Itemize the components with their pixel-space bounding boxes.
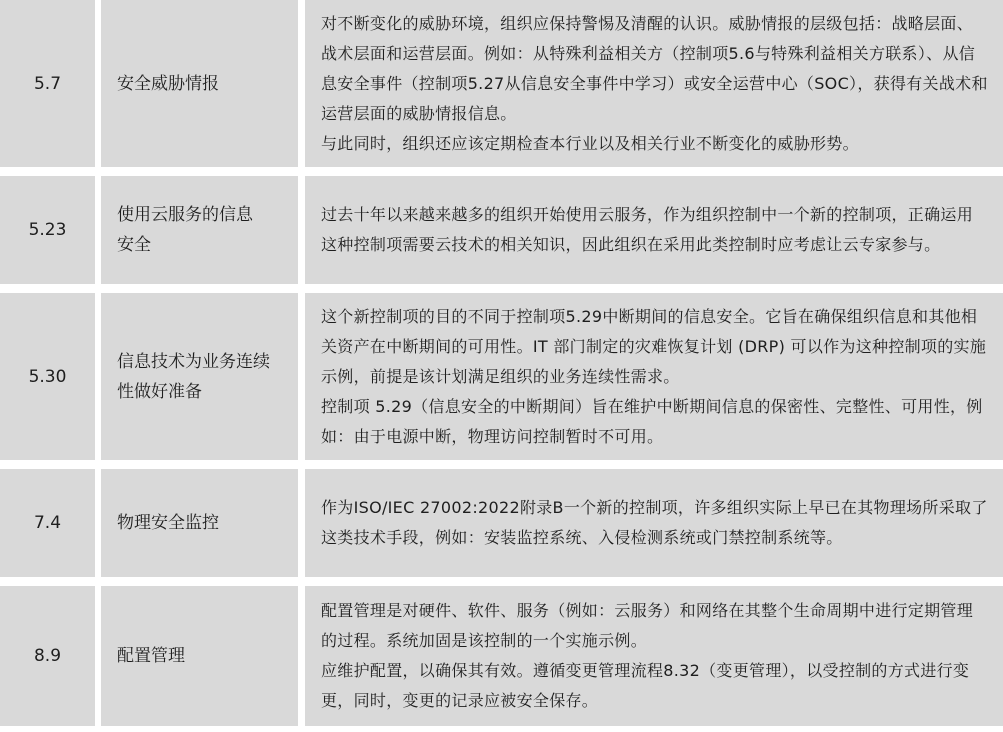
control-name-cell xyxy=(101,293,298,460)
table-row xyxy=(0,586,1003,726)
control-number-cell xyxy=(0,469,95,577)
description-paragraph: 过去十年以来越来越多的组织开始使用云服务，作为组织控制中一个新的控制项，正确运用这种控制项需要云技术的相关知识，因此组织在采用此类控制时应考虑让云专家参与。 xyxy=(321,205,974,254)
control-description xyxy=(321,302,989,452)
control-name-cell xyxy=(101,176,298,284)
control-number-cell xyxy=(0,176,95,284)
control-name: 安全威胁情报 xyxy=(117,73,219,94)
description-paragraph: 控制项 5.29（信息安全的中断期间）旨在维护中断期间信息的保密性、完整性、可用性，例如：由于电源中断，物理访问控制暂时不可用。 xyxy=(321,396,983,446)
control-name-cell xyxy=(101,469,298,577)
table-row xyxy=(0,293,1003,460)
table-row xyxy=(0,469,1003,577)
control-description-cell xyxy=(305,0,1003,167)
control-description-cell xyxy=(305,176,1003,284)
control-number: 5.7 xyxy=(33,73,62,94)
control-name: 物理安全监控 xyxy=(117,513,219,533)
control-name: 使用云服务的信息安全 xyxy=(117,205,253,255)
control-number-cell xyxy=(0,293,95,460)
control-description xyxy=(321,200,989,260)
control-number: 5.23 xyxy=(28,220,67,240)
control-number: 5.30 xyxy=(28,366,67,387)
description-paragraph: 对不断变化的威胁环境，组织应保持警惕及清醒的认识。威胁情报的层级包括：战略层面、战术层面和运营层面。例如：从特殊利益相关方（控制项5.6与特殊利益相关方联系）、从信息安全事件（控制项5.27从信息安全事件中学习）或安全运营中心（SOC），获得有关战术和运营层面的威胁情报信息。 xyxy=(321,13,988,123)
description-paragraph: 与此同时，组织还应该定期检查本行业以及相关行业不断变化的威胁形势。 xyxy=(321,133,859,153)
table-row xyxy=(0,176,1003,284)
control-number-cell xyxy=(0,0,95,167)
control-number: 8.9 xyxy=(33,646,62,666)
description-paragraph: 配置管理是对硬件、软件、服务（例如：云服务）和网络在其整个生命周期中进行定期管理的过程。系统加固是该控制的一个实施示例。 xyxy=(321,601,974,650)
control-number-cell xyxy=(0,586,95,726)
description-paragraph: 这个新控制项的目的不同于控制项5.29中断期间的信息安全。它旨在确保组织信息和其他相关资产在中断期间的可用性。IT 部门制定的灾难恢复计划 (DRP) 可以作为这种控制项的实施示例，前提是该计划满足组织的业务连续性需求。 xyxy=(321,306,987,386)
control-description-cell xyxy=(305,586,1003,726)
table-row xyxy=(0,0,1003,167)
control-description-cell xyxy=(305,469,1003,577)
control-name: 配置管理 xyxy=(117,646,185,666)
control-name: 信息技术为业务连续性做好准备 xyxy=(117,351,270,402)
description-paragraph: 应维护配置，以确保其有效。遵循变更管理流程8.32（变更管理），以受控制的方式进行变更，同时，变更的记录应被安全保存。 xyxy=(321,661,970,710)
control-number: 7.4 xyxy=(33,513,62,533)
control-description xyxy=(321,9,989,159)
control-name-cell xyxy=(101,0,298,167)
description-paragraph: 作为ISO/IEC 27002:2022附录B一个新的控制项，许多组织实际上早已在其物理场所采取了这类技术手段，例如：安装监控系统、入侵检测系统或门禁控制系统等。 xyxy=(321,498,988,547)
control-name-cell xyxy=(101,586,298,726)
control-description xyxy=(321,493,989,553)
control-description xyxy=(321,596,989,716)
control-description-cell xyxy=(305,293,1003,460)
